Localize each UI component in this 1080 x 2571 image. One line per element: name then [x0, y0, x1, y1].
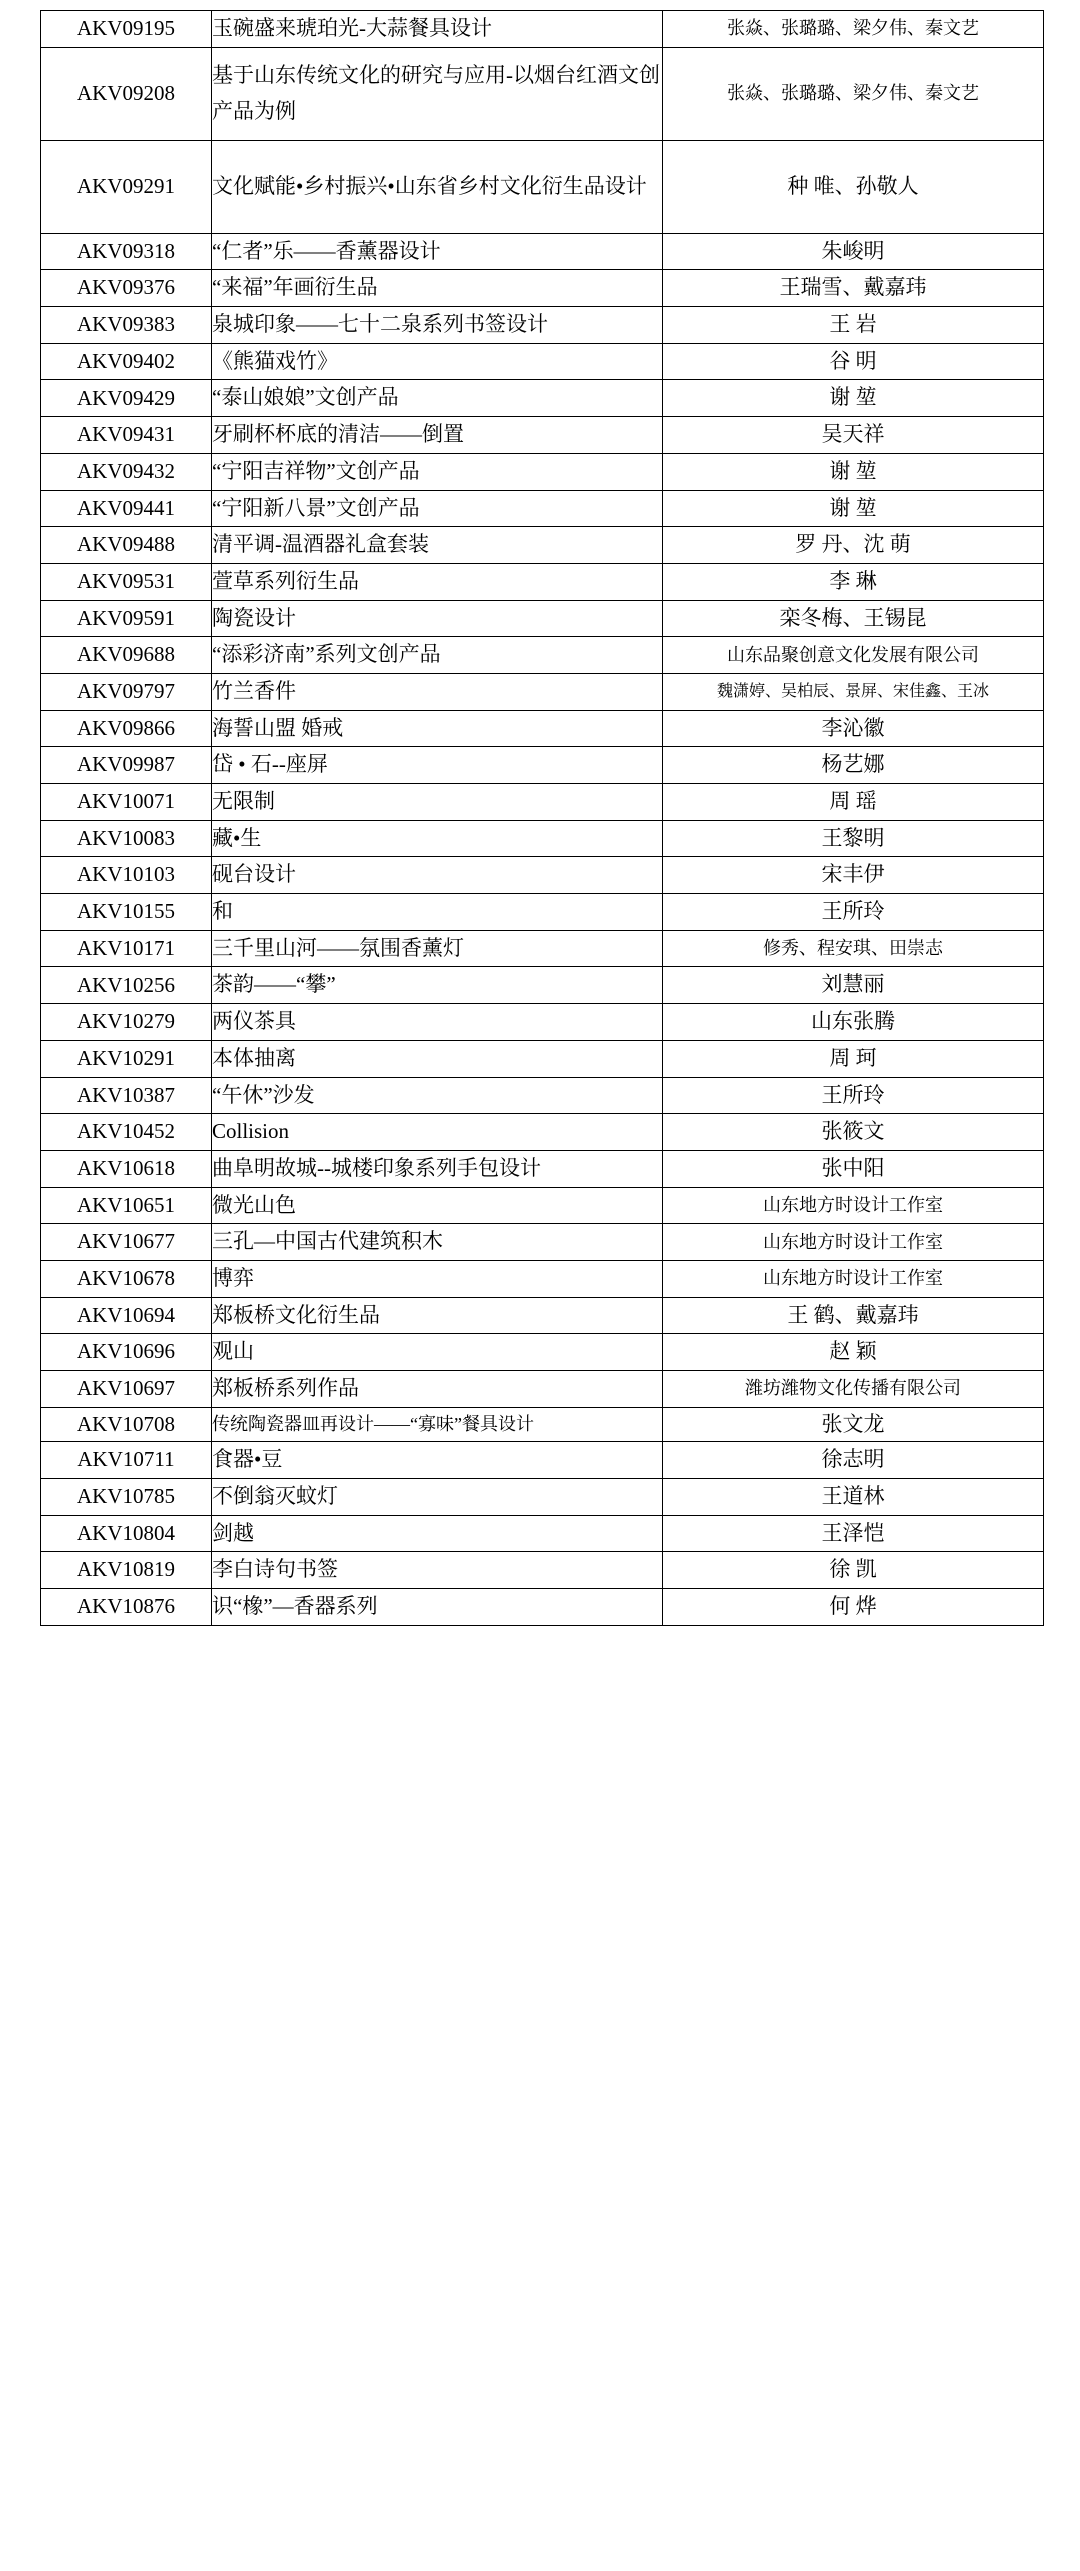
- entry-code: AKV09531: [41, 563, 212, 600]
- entry-code: AKV10876: [41, 1589, 212, 1626]
- table-row: [41, 380, 1044, 417]
- table-row: [41, 563, 1044, 600]
- entry-title: 竹兰香件: [212, 673, 663, 710]
- entry-title: 三孔—中国古代建筑积木: [212, 1224, 663, 1261]
- entry-title: 玉碗盛来琥珀光-大蒜餐具设计: [212, 11, 663, 48]
- entry-author: 谷 明: [663, 343, 1044, 380]
- table-row: [41, 1297, 1044, 1334]
- table-row: [41, 1077, 1044, 1114]
- entry-code: AKV09797: [41, 673, 212, 710]
- entry-code: AKV10279: [41, 1004, 212, 1041]
- table-row: [41, 637, 1044, 674]
- entry-code: AKV09208: [41, 47, 212, 140]
- entry-code: AKV09591: [41, 600, 212, 637]
- table-row: [41, 967, 1044, 1004]
- table-row: [41, 307, 1044, 344]
- entry-title: 藏•生: [212, 820, 663, 857]
- table-row: [41, 710, 1044, 747]
- entry-code: AKV10155: [41, 894, 212, 931]
- table-row: [41, 140, 1044, 233]
- table-row: [41, 453, 1044, 490]
- entry-author: 张中阳: [663, 1150, 1044, 1187]
- table-row: [41, 894, 1044, 931]
- table-row: [41, 343, 1044, 380]
- table-row: [41, 47, 1044, 140]
- table-row: [41, 1407, 1044, 1442]
- entry-code: AKV10678: [41, 1260, 212, 1297]
- entry-author: 谢 堃: [663, 380, 1044, 417]
- table-row: [41, 417, 1044, 454]
- entry-title: 陶瓷设计: [212, 600, 663, 637]
- table-row: [41, 1224, 1044, 1261]
- entry-title: 郑板桥系列作品: [212, 1371, 663, 1408]
- entry-author: 栾冬梅、王锡昆: [663, 600, 1044, 637]
- table-row: [41, 1040, 1044, 1077]
- entry-code: AKV10291: [41, 1040, 212, 1077]
- entry-title: 识“橡”—香器系列: [212, 1589, 663, 1626]
- entry-title: 郑板桥文化衍生品: [212, 1297, 663, 1334]
- entry-title: “午休”沙发: [212, 1077, 663, 1114]
- entry-code: AKV09441: [41, 490, 212, 527]
- table-row: [41, 1442, 1044, 1479]
- entry-author: 徐 凯: [663, 1552, 1044, 1589]
- entry-title: 萱草系列衍生品: [212, 563, 663, 600]
- entry-author: 周 珂: [663, 1040, 1044, 1077]
- entry-code: AKV09318: [41, 233, 212, 270]
- entry-code: AKV10819: [41, 1552, 212, 1589]
- entry-code: AKV10708: [41, 1407, 212, 1442]
- entry-title: 曲阜明故城--城楼印象系列手包设计: [212, 1150, 663, 1187]
- table-row: [41, 1187, 1044, 1224]
- entry-code: AKV09291: [41, 140, 212, 233]
- entry-author: 周 瑶: [663, 784, 1044, 821]
- table-row: [41, 747, 1044, 784]
- entry-author: 何 烨: [663, 1589, 1044, 1626]
- entry-code: AKV10651: [41, 1187, 212, 1224]
- entry-code: AKV10804: [41, 1515, 212, 1552]
- entry-author: 朱峻明: [663, 233, 1044, 270]
- entry-code: AKV09402: [41, 343, 212, 380]
- entry-title: 《熊猫戏竹》: [212, 343, 663, 380]
- entry-title: Collision: [212, 1114, 663, 1151]
- entry-title: 文化赋能•乡村振兴•山东省乡村文化衍生品设计: [212, 140, 663, 233]
- table-row: [41, 270, 1044, 307]
- entry-title: 泉城印象——七十二泉系列书签设计: [212, 307, 663, 344]
- entry-code: AKV09431: [41, 417, 212, 454]
- entry-title: 本体抽离: [212, 1040, 663, 1077]
- entry-title: 基于山东传统文化的研究与应用-以烟台红酒文创产品为例: [212, 47, 663, 140]
- entry-title: 海誓山盟 婚戒: [212, 710, 663, 747]
- entry-table-body: [41, 11, 1044, 1626]
- table-row: [41, 1552, 1044, 1589]
- table-row: [41, 857, 1044, 894]
- table-row: [41, 1589, 1044, 1626]
- entry-author: 吴天祥: [663, 417, 1044, 454]
- entry-title: 茶韵——“攀”: [212, 967, 663, 1004]
- entry-code: AKV10083: [41, 820, 212, 857]
- entry-author: 种 唯、孙敬人: [663, 140, 1044, 233]
- entry-author: 王所玲: [663, 1077, 1044, 1114]
- entry-author: 王 岩: [663, 307, 1044, 344]
- entry-author: 王泽恺: [663, 1515, 1044, 1552]
- entry-code: AKV10785: [41, 1478, 212, 1515]
- entry-title: 剑越: [212, 1515, 663, 1552]
- entry-title: 微光山色: [212, 1187, 663, 1224]
- entry-author: 魏潇婷、吴柏辰、景屏、宋佳鑫、王冰: [663, 673, 1044, 710]
- table-row: [41, 930, 1044, 967]
- entry-title: “添彩济南”系列文创产品: [212, 637, 663, 674]
- entry-title: 砚台设计: [212, 857, 663, 894]
- entry-author: 谢 堃: [663, 453, 1044, 490]
- entry-author: 山东地方时设计工作室: [663, 1187, 1044, 1224]
- entry-title: 博弈: [212, 1260, 663, 1297]
- entry-author: 王 鹤、戴嘉玮: [663, 1297, 1044, 1334]
- entry-title: 三千里山河——氛围香薰灯: [212, 930, 663, 967]
- entry-author: 修秀、程安琪、田崇志: [663, 930, 1044, 967]
- entry-title: 牙刷杯杯底的清洁——倒置: [212, 417, 663, 454]
- entry-title: 李白诗句书签: [212, 1552, 663, 1589]
- entry-code: AKV10387: [41, 1077, 212, 1114]
- entry-code: AKV10618: [41, 1150, 212, 1187]
- entry-code: AKV09376: [41, 270, 212, 307]
- entry-code: AKV10071: [41, 784, 212, 821]
- entry-code: AKV09488: [41, 527, 212, 564]
- entry-code: AKV10697: [41, 1371, 212, 1408]
- entry-author: 王瑞雪、戴嘉玮: [663, 270, 1044, 307]
- entry-code: AKV09195: [41, 11, 212, 48]
- entry-author: 山东地方时设计工作室: [663, 1224, 1044, 1261]
- table-row: [41, 1114, 1044, 1151]
- entry-title: 岱 • 石--座屏: [212, 747, 663, 784]
- entry-author: 山东品聚创意文化发展有限公司: [663, 637, 1044, 674]
- entry-title: 无限制: [212, 784, 663, 821]
- entry-title: 不倒翁灭蚊灯: [212, 1478, 663, 1515]
- entry-code: AKV10171: [41, 930, 212, 967]
- entry-title: “来福”年画衍生品: [212, 270, 663, 307]
- entry-author: 宋丰伊: [663, 857, 1044, 894]
- entry-author: 李沁徽: [663, 710, 1044, 747]
- entry-author: 张焱、张璐璐、梁夕伟、秦文艺: [663, 47, 1044, 140]
- entry-author: 张焱、张璐璐、梁夕伟、秦文艺: [663, 11, 1044, 48]
- table-row: [41, 490, 1044, 527]
- table-row: [41, 233, 1044, 270]
- entry-title: 和: [212, 894, 663, 931]
- table-row: [41, 820, 1044, 857]
- entry-author: 王黎明: [663, 820, 1044, 857]
- entry-author: 王所玲: [663, 894, 1044, 931]
- entry-author: 杨艺娜: [663, 747, 1044, 784]
- table-row: [41, 1004, 1044, 1041]
- entry-title: 观山: [212, 1334, 663, 1371]
- entry-table: [40, 10, 1044, 1626]
- entry-code: AKV10103: [41, 857, 212, 894]
- entry-code: AKV09688: [41, 637, 212, 674]
- entry-code: AKV09429: [41, 380, 212, 417]
- entry-title: 清平调-温酒器礼盒套装: [212, 527, 663, 564]
- entry-code: AKV10711: [41, 1442, 212, 1479]
- entry-author: 山东张腾: [663, 1004, 1044, 1041]
- entry-author: 王道林: [663, 1478, 1044, 1515]
- entry-author: 张筱文: [663, 1114, 1044, 1151]
- entry-author: 罗 丹、沈 萌: [663, 527, 1044, 564]
- entry-code: AKV10694: [41, 1297, 212, 1334]
- entry-code: AKV10696: [41, 1334, 212, 1371]
- entry-author: 谢 堃: [663, 490, 1044, 527]
- table-row: [41, 1371, 1044, 1408]
- entry-title: “宁阳新八景”文创产品: [212, 490, 663, 527]
- table-row: [41, 527, 1044, 564]
- table-row: [41, 1260, 1044, 1297]
- table-row: [41, 11, 1044, 48]
- entry-title: 食器•豆: [212, 1442, 663, 1479]
- entry-code: AKV10677: [41, 1224, 212, 1261]
- entry-title: “泰山娘娘”文创产品: [212, 380, 663, 417]
- entry-title: 两仪茶具: [212, 1004, 663, 1041]
- entry-author: 潍坊潍物文化传播有限公司: [663, 1371, 1044, 1408]
- entry-author: 山东地方时设计工作室: [663, 1260, 1044, 1297]
- table-row: [41, 1515, 1044, 1552]
- entry-author: 徐志明: [663, 1442, 1044, 1479]
- entry-code: AKV09383: [41, 307, 212, 344]
- table-row: [41, 1150, 1044, 1187]
- table-row: [41, 673, 1044, 710]
- entry-author: 张文龙: [663, 1407, 1044, 1442]
- table-row: [41, 600, 1044, 637]
- entry-code: AKV10452: [41, 1114, 212, 1151]
- entry-code: AKV09866: [41, 710, 212, 747]
- entry-author: 刘慧丽: [663, 967, 1044, 1004]
- entry-title: “仁者”乐——香薰器设计: [212, 233, 663, 270]
- entry-title: “宁阳吉祥物”文创产品: [212, 453, 663, 490]
- entry-code: AKV10256: [41, 967, 212, 1004]
- table-row: [41, 1334, 1044, 1371]
- entry-author: 赵 颖: [663, 1334, 1044, 1371]
- table-row: [41, 784, 1044, 821]
- table-row: [41, 1478, 1044, 1515]
- entry-code: AKV09432: [41, 453, 212, 490]
- entry-code: AKV09987: [41, 747, 212, 784]
- entry-title: 传统陶瓷器皿再设计——“寡味”餐具设计: [212, 1407, 663, 1442]
- entry-author: 李 琳: [663, 563, 1044, 600]
